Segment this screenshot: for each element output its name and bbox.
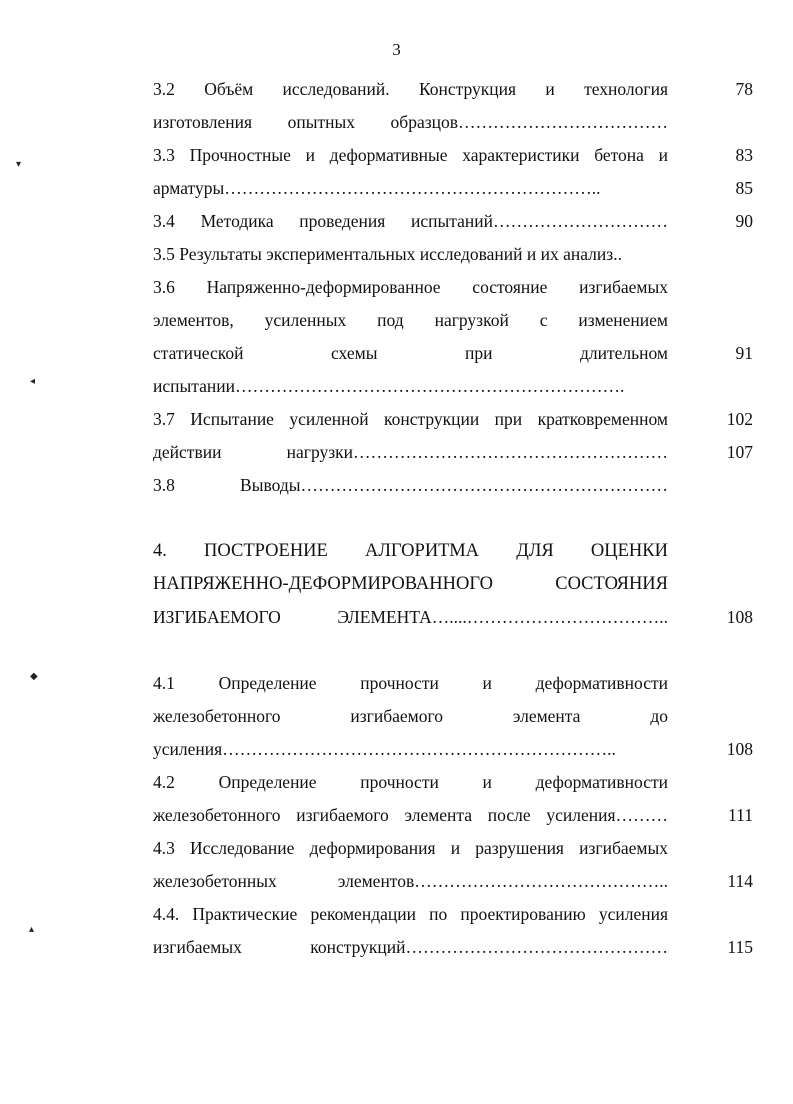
toc-page: 107 xyxy=(726,442,753,462)
toc-line: статической схемы при длительном xyxy=(153,343,668,363)
toc-page: 108 xyxy=(726,739,753,759)
toc-page: 108 xyxy=(726,607,753,627)
toc-line: железобетонного изгибаемого элемента после усиления……… xyxy=(153,805,668,825)
toc-line: 4.2 Определение прочности и деформативности xyxy=(153,772,668,792)
toc-line: ИЗГИБАЕМОГО ЭЛЕМЕНТА…....…………………………….. xyxy=(153,607,668,627)
toc-line: изгибаемых конструкций……………………………………… xyxy=(153,937,668,957)
toc-line: 3.7 Испытание усиленной конструкции при кратковременном xyxy=(153,409,668,429)
toc-line: железобетонного изгибаемого элемента до xyxy=(153,706,668,726)
toc-page: 102 xyxy=(726,409,753,429)
toc-line: изготовления опытных образцов……………………………… xyxy=(153,112,668,132)
toc-line: 3.8 Выводы……………………………………………………… xyxy=(153,475,668,495)
toc-page: 78 xyxy=(735,79,753,99)
toc-line: железобетонных элементов…………………………………….. xyxy=(153,871,668,891)
scan-mark-icon: ◂ xyxy=(30,376,36,387)
toc-line: 3.5 Результаты экспериментальных исследований и их анализ.. xyxy=(153,244,622,264)
scan-mark-icon: ▴ xyxy=(29,924,35,935)
toc-line: 3.6 Напряженно-деформированное состояние изгибаемых xyxy=(153,277,668,297)
toc-line: арматуры……………………………………………………….. xyxy=(153,178,601,198)
toc-line: 4.4. Практические рекомендации по проектированию усиления xyxy=(153,904,668,924)
toc-line: 3.3 Прочностные и деформативные характеристики бетона и xyxy=(153,145,668,165)
toc-line: 3.4 Методика проведения испытаний………………………… xyxy=(153,211,668,231)
toc-line: испытании…………………………………………………………. xyxy=(153,376,625,396)
toc-line: действии нагрузки……………………………………………… xyxy=(153,442,668,462)
toc-page: 114 xyxy=(727,871,753,891)
toc-line: НАПРЯЖЕННО-ДЕФОРМИРОВАННОГО СОСТОЯНИЯ xyxy=(153,574,668,594)
toc-line: 3.2 Объём исследований. Конструкция и технология xyxy=(153,79,668,99)
toc-page: 91 xyxy=(735,343,753,363)
toc-line: элементов, усиленных под нагрузкой с изменением xyxy=(153,310,668,330)
page-number: 3 xyxy=(392,40,401,59)
toc-line: 4.3 Исследование деформирования и разрушения изгибаемых xyxy=(153,838,668,858)
toc-page: 83 xyxy=(735,145,753,165)
toc-line: 4.1 Определение прочности и деформативности xyxy=(153,673,668,693)
toc-line: 4. ПОСТРОЕНИЕ АЛГОРИТМА ДЛЯ ОЦЕНКИ xyxy=(153,541,668,561)
toc-page: 115 xyxy=(727,937,753,957)
toc-page: 90 xyxy=(735,211,753,231)
scan-mark-icon: ▾ xyxy=(16,159,22,170)
toc-line: усиления………………………………………………………….. xyxy=(153,739,616,759)
toc-page: 85 xyxy=(735,178,753,198)
toc-page: 111 xyxy=(728,805,753,825)
scan-mark-icon: ◆ xyxy=(30,671,38,682)
